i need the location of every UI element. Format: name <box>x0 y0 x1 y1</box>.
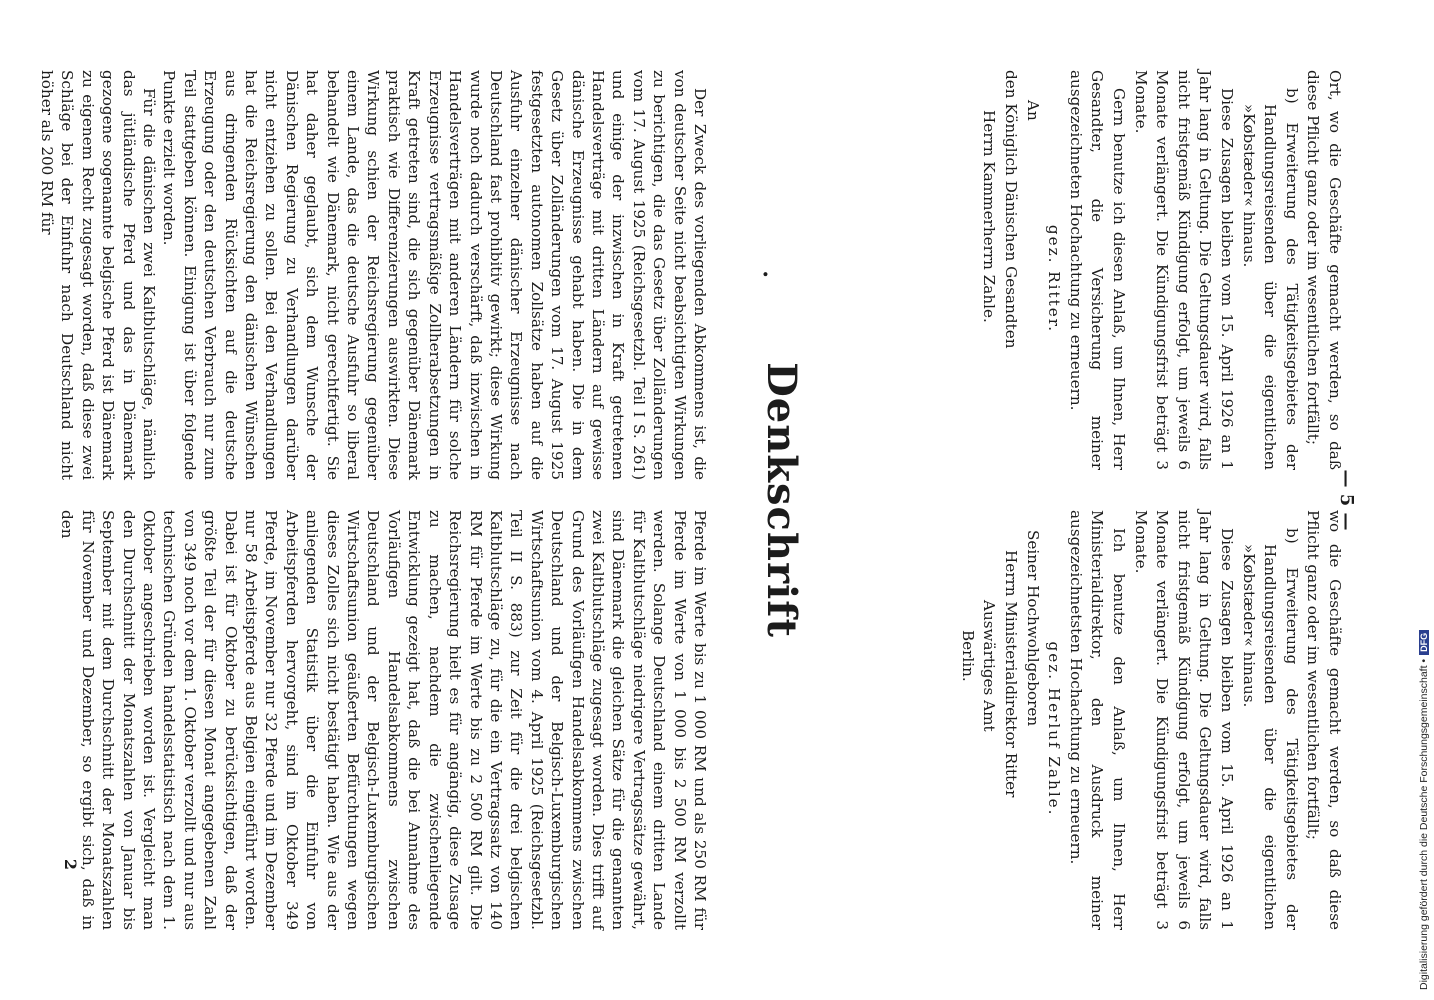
letter-right-address-2: Herrn Ministerialdirektor Ritter <box>1002 550 1021 798</box>
letter-right-line-1: wo die Geschäfte gemacht werden, so daß diese Pflicht ganz oder im wesentlichen fortfällt; <box>1304 510 1344 930</box>
letter-left-line-3: Diese Zusagen bleiben vom 15. April 1926 an 1 Jahr lang in Geltung. Die Geltungsdauer wird, falls nicht fristgemäß Kündigung erfolgt, um jeweils 6 Monate verlängert. Die Kündigungsfrist beträgt 3 Monate. <box>1131 70 1237 470</box>
page-number: — 5 — <box>1336 469 1357 531</box>
letter-left-line-2: b) Erweiterung des Tätigkeitsgebietes der Handlungsreisenden über die eigentlichen »Købstæder« hinaus. <box>1239 88 1301 470</box>
sheet-number: 2 <box>61 858 80 870</box>
letter-right-address-3: Auswärtiges Amt <box>980 600 999 732</box>
memo-heading: Denkschrift <box>758 362 805 638</box>
memo-right-column <box>57 510 710 930</box>
letter-left-address-1: An <box>1023 100 1042 121</box>
memo-left-paragraph-1: Der Zweck des vorliegenden Abkommens ist, die von deutscher Seite nicht beabsichtigten Wirkungen zu berichtigen, die das Gesetz über Zolländerungen vom 17. August 1925 (Reichsgesetzbl. Teil I S. 261) und einige der inzwischen in Kraft getretenen Handelsverträge mit dritten Ländern auf gewisse dänische Erzeugnisse gehabt haben. Die in dem Gesetz über Zolländerungen vom 17. August 1925 festgesetzten autonomen Zollsätze haben auf die Ausfuhr einzelner dänischer Erzeugnisse nach Deutschland fast prohibitiv gewirkt; diese Wirkung wurde noch dadurch verschärft, daß inzwischen in Handelsverträgen mit anderen Ländern für solche Erzeugnisse vertragsmäßige Zollherabsetzungen in Kraft getreten sind, die sich gegenüber Dänemark praktisch wie Differenzierungen auswirkten. Diese Wirkung schien der Reichsregierung gegenüber einem Lande, das die deutsche Ausfuhr so liberal behandelt wie Dänemark, nicht gerechtfertigt. Sie hat daher geglaubt, sich dem Wunsche der Dänischen Regierung zu Verhandlungen darüber nicht entziehen zu sollen. Bei den Verhandlungen hat die Reichsregierung den dänischen Wünschen aus dringenden Rücksichten auf die deutsche Erzeugung oder den deutschen Verbrauch nur zum Teil stattgeben können. Einigung ist über folgende Punkte erzielt worden. <box>160 70 709 480</box>
letter-right-column <box>956 510 1345 930</box>
letter-left-signature: gez. Ritter. <box>1045 224 1064 334</box>
memo-left-paragraph-2: Für die dänischen zwei Kaltblutschläge, nämlich das jütländische Pferd und das in Dänemark gezogene sogenannte belgische Pferd ist Dänemark zu eigenem Recht zugesagt worden, daß diese zwei Schläge bei der Einfuhr nach Deutschland nicht höher als 200 RM für <box>38 70 159 480</box>
digitization-note <box>1418 0 1430 990</box>
letter-left-line-4: Gern benutze ich diesen Anlaß, um Ihnen, Herr Gesandter, die Versicherung meiner ausgezeichneten Hochachtung zu erneuern. <box>1066 70 1129 470</box>
memo-left-column <box>37 70 710 480</box>
letter-right-line-4: Ich benutze den Anlaß, um Ihnen, Herr Ministerialdirektor, den Ausdruck meiner ausgezeichnetsten Hochachtung zu erneuern. <box>1066 510 1129 930</box>
rotated-page <box>38 70 1357 930</box>
memo-right-paragraph-1: Pferde im Werte bis zu 1 000 RM und als 250 RM für Pferde im Werte von 1 000 bis 2 500 RM verzollt werden. Solange Deutschland einem dritten Lande für Kaltblutschläge niedrigere Vertragssätze gewährt, sind Dänemark die gleichen Sätze für die genannten zwei Kaltblutschläge zugesagt worden. Dies trifft auf Grund des Vorläufigen Handelsabkommens zwischen Deutschland und der Belgisch-Luxemburgischen Wirtschaftsunion vom 4. April 1925 (Reichsgesetzbl. Teil II S. 883) zur Zeit für die drei belgischen Kaltblutschläge zu, für die ein Vertragssatz von 140 RM für Pferde im Werte bis zu 2 500 RM gilt. Die Reichsregierung hielt es für angängig, diese Zusage zu machen, nachdem die zwischenliegende Entwicklung gezeigt hat, daß die bei Annahme des Vorläufigen Handelsabkommens zwischen Deutschland und der Belgisch-Luxemburgischen Wirtschaftsunion geäußerten Befürchtungen wegen dieses Zolles sich nicht bestätigt haben. Wie aus der anliegenden Statistik über die Einfuhr von Arbeitspferden hervorgeht, sind im Oktober 349 Pferde, im November nur 32 Pferde und im Dezember nur 58 Arbeitspferde aus Belgien eingeführt worden. Dabei ist für Oktober zu berücksichtigen, daß der größte Teil der für diesen Monat angegebenen Zahl von 349 noch vor dem 1. Oktober verzollt und nur aus technischen Gründen handelsstatistisch nach dem 1. Oktober angeschrieben worden ist. Vergleicht man den Durchschnitt der Monatszahlen von Januar bis September mit dem Durchschnitt der Monatszahlen für November und Dezember, so ergibt sich, daß in den <box>58 510 709 930</box>
letter-right-signature: gez. Herluf Zahle. <box>1045 641 1064 817</box>
letter-left-column <box>978 70 1345 470</box>
letter-right-address-4: Berlin. <box>958 630 977 682</box>
digitization-note-text: Digitalisierung gefördert durch die Deutsche Forschungsgemeinschaft • <box>1418 658 1430 990</box>
bullet-mark: • <box>756 270 772 279</box>
letter-right-line-3: Diese Zusagen bleiben vom 15. April 1926 an 1 Jahr lang in Geltung. Die Geltungsdauer wird, falls nicht fristgemäß Kündigung erfolgt, um jeweils 6 Monate verlängert. Die Kündigungsfrist beträgt 3 Monate. <box>1131 510 1237 930</box>
letter-right-line-2: b) Erweiterung des Tätigkeitsgebietes der Handlungsreisenden über die eigentlichen »Købstæder« hinaus. <box>1239 528 1301 930</box>
letter-left-address-2: den Königlich Dänischen Gesandten <box>1002 70 1021 349</box>
dfg-logo: DFG <box>1419 630 1429 655</box>
letter-right-address-1: Seiner Hochwohlgeboren <box>1023 530 1042 727</box>
letter-left-line-1: Ort, wo die Geschäfte gemacht werden, so daß diese Pflicht ganz oder im wesentlichen fortfällt; <box>1304 70 1344 470</box>
letter-left-address-3: Herrn Kammerherrn Zahle. <box>980 110 999 323</box>
